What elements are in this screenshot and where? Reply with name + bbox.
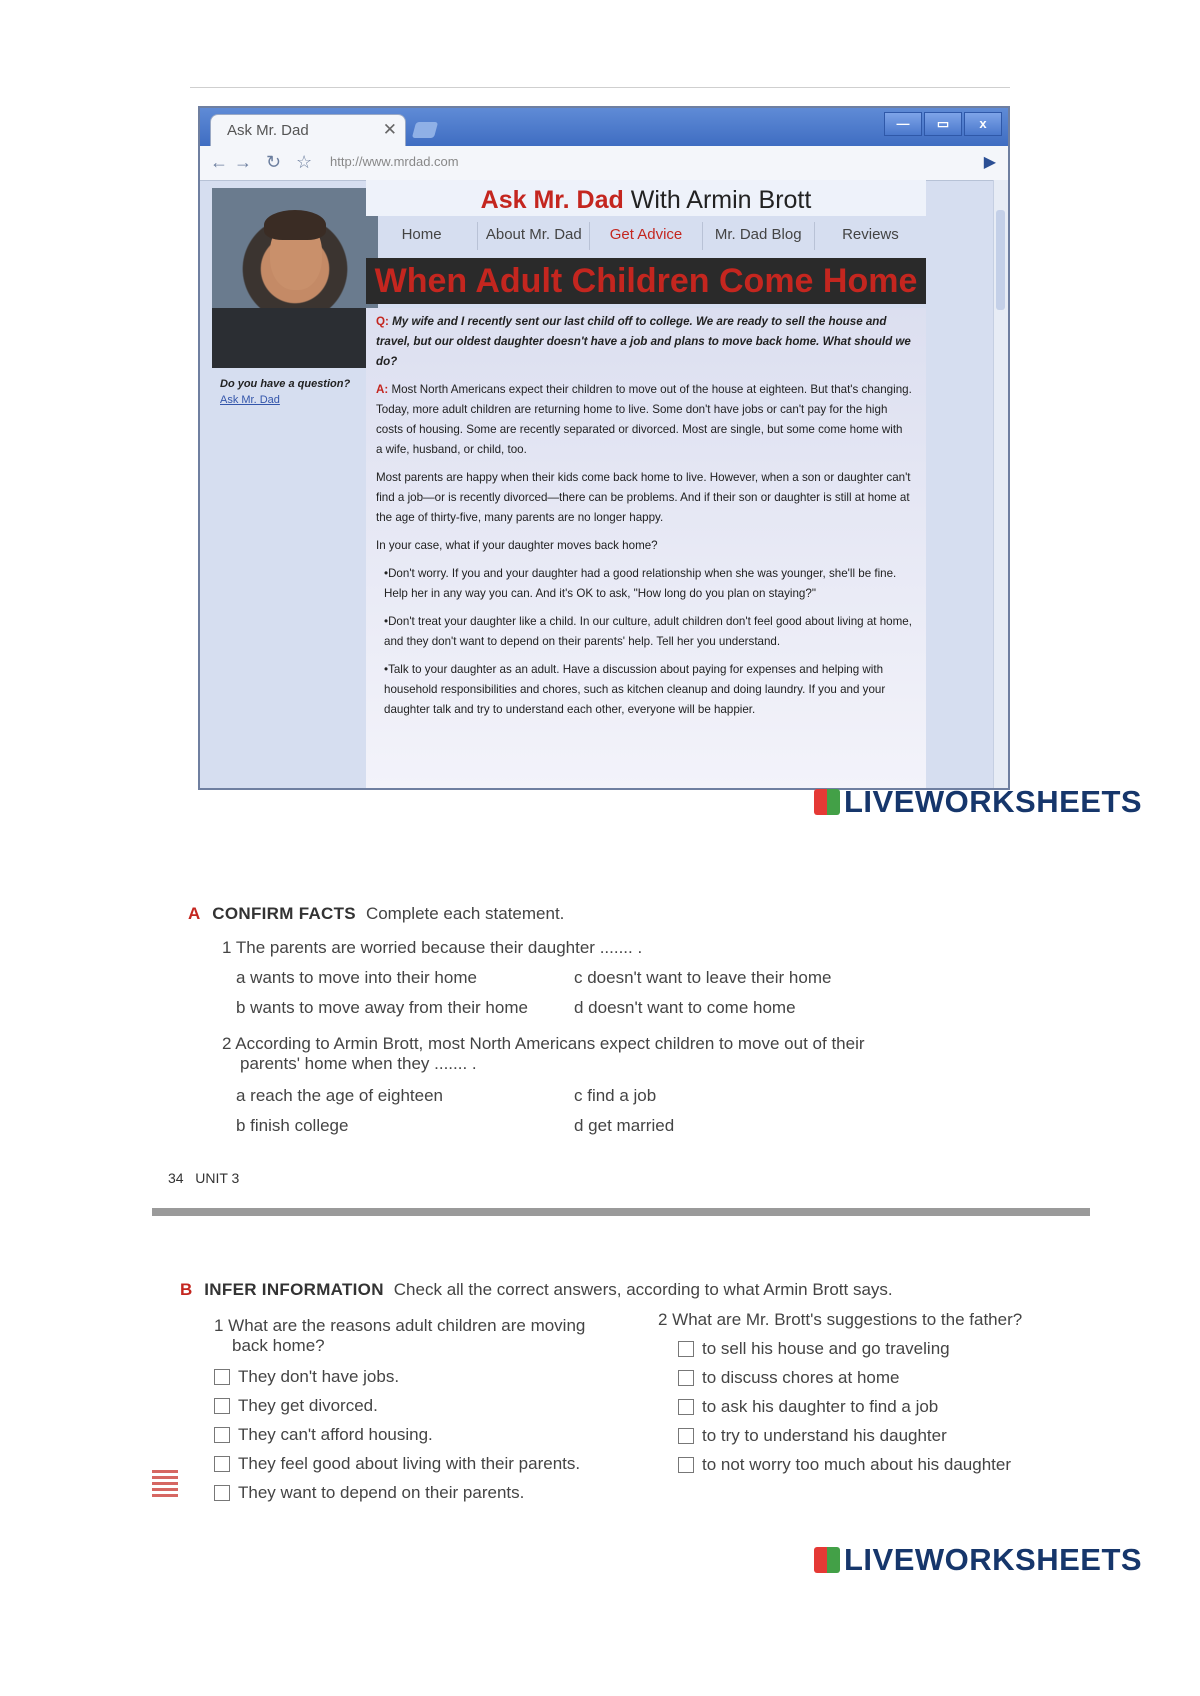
question-paragraph bbox=[376, 312, 912, 372]
option[interactable]: c doesn't want to leave their home bbox=[574, 968, 832, 987]
minimize-button[interactable]: — bbox=[884, 112, 922, 136]
article-body bbox=[366, 308, 926, 788]
option[interactable]: d doesn't want to come home bbox=[574, 998, 796, 1017]
checkbox[interactable] bbox=[214, 1485, 230, 1501]
advice-list bbox=[376, 564, 912, 720]
site-nav bbox=[366, 222, 926, 250]
close-window-button[interactable]: x bbox=[964, 112, 1002, 136]
tab-title: Ask Mr. Dad bbox=[227, 122, 309, 139]
option[interactable]: c find a job bbox=[574, 1086, 657, 1105]
liveworksheets-watermark: LIVEWORKSHEETS bbox=[814, 784, 1142, 820]
browser-window bbox=[198, 106, 1010, 790]
checkbox[interactable] bbox=[214, 1398, 230, 1414]
ask-link[interactable]: Ask Mr. Dad bbox=[220, 394, 280, 406]
list-item: • Don't treat your daughter like a child. In our culture, adult children don't feel good about living at home, and they don't want to depend on their parents' help. Tell her you understand. bbox=[384, 612, 912, 652]
exercise-a bbox=[188, 904, 1008, 1135]
exercise-b-header: B INFER INFORMATION Check all the correct answers, according to what Armin Brott says. bbox=[180, 1280, 893, 1299]
reload-icon[interactable]: ↻ bbox=[266, 152, 282, 172]
close-icon[interactable]: ✕ bbox=[382, 120, 397, 139]
exercise-a-header: A CONFIRM FACTS Complete each statement. bbox=[188, 904, 565, 923]
forward-icon[interactable]: → bbox=[234, 152, 252, 172]
option[interactable]: a wants to move into their home bbox=[236, 968, 477, 987]
checkbox-item[interactable]: They don't have jobs. bbox=[214, 1362, 594, 1391]
site-title bbox=[366, 180, 926, 216]
page-footer: 34 UNIT 3 bbox=[168, 1170, 240, 1186]
checkbox-item[interactable]: They feel good about living with their parents. bbox=[214, 1449, 594, 1478]
liveworksheets-logo-icon bbox=[814, 1547, 840, 1573]
q-label: Q: bbox=[376, 315, 389, 328]
option[interactable]: d get married bbox=[574, 1116, 675, 1135]
checkbox-item[interactable]: to not worry too much about his daughter bbox=[658, 1450, 1058, 1479]
option[interactable]: b finish college bbox=[236, 1116, 349, 1135]
checkbox[interactable] bbox=[678, 1457, 694, 1473]
paragraph: In your case, what if your daughter moves back home? bbox=[376, 539, 658, 552]
option[interactable]: a reach the age of eighteen bbox=[236, 1086, 443, 1105]
nav-reviews[interactable]: Reviews bbox=[842, 226, 899, 243]
url-field[interactable]: http://www.mrdad.com bbox=[330, 154, 459, 169]
nav-about[interactable]: About Mr. Dad bbox=[478, 222, 590, 250]
checkbox[interactable] bbox=[214, 1427, 230, 1443]
maximize-button[interactable]: ▭ bbox=[924, 112, 962, 136]
checkbox[interactable] bbox=[678, 1341, 694, 1357]
page-divider bbox=[152, 1208, 1090, 1216]
q-text: My wife and I recently sent our last child off to college. We are ready to sell the house and travel, but our oldest daughter doesn't have a job and plans to move back home. What should we do? bbox=[376, 315, 911, 368]
star-icon[interactable]: ☆ bbox=[296, 152, 313, 172]
list-item: • Don't worry. If you and your daughter had a good relationship when she was younger, she'll be fine. Help her in any way you can. And it's OK to ask, "How long do you plan on staying?" bbox=[384, 564, 912, 604]
checkbox-item[interactable]: They get divorced. bbox=[214, 1391, 594, 1420]
checkbox-item[interactable]: to discuss chores at home bbox=[658, 1363, 1058, 1392]
checkbox-item[interactable]: They want to depend on their parents. bbox=[214, 1478, 594, 1507]
question-2: 2 What are Mr. Brott's suggestions to the father? to sell his house and go traveling to discuss chores at home to ask his daughter to find a job to try to understand his daughter to not worry too much about his daughter bbox=[658, 1310, 1058, 1479]
checkbox-item[interactable]: to ask his daughter to find a job bbox=[658, 1392, 1058, 1421]
scrollbar[interactable] bbox=[993, 180, 1008, 788]
checkbox[interactable] bbox=[214, 1369, 230, 1385]
nav-blog[interactable]: Mr. Dad Blog bbox=[703, 222, 815, 250]
option[interactable]: b wants to move away from their home bbox=[236, 998, 528, 1017]
nav-home[interactable]: Home bbox=[366, 222, 478, 250]
browser-tab[interactable] bbox=[210, 114, 406, 146]
scrollbar-thumb[interactable] bbox=[996, 210, 1005, 310]
checkbox-item[interactable]: They can't afford housing. bbox=[214, 1420, 594, 1449]
list-item: • Talk to your daughter as an adult. Have a discussion about paying for expenses and helping with household responsibilities and chores, such as kitchen cleanup and doing laundry. If you and your daughter talk and try to understand each other, everyone will be happier. bbox=[384, 660, 912, 720]
paragraph: Most parents are happy when their kids come back home to live. However, when a son or daughter can't find a job—or is recently divorced—there can be problems. And if their son or daughter is still at home at the age of thirty-five, many parents are no longer happy. bbox=[376, 471, 911, 524]
checkbox[interactable] bbox=[678, 1399, 694, 1415]
question-1: 1 The parents are worried because their daughter ....... . bbox=[222, 938, 643, 957]
go-icon[interactable]: ▶ bbox=[983, 154, 996, 171]
checkbox-item[interactable]: to try to understand his daughter bbox=[658, 1421, 1058, 1450]
answer-paragraph bbox=[376, 380, 912, 460]
side-logo-mark bbox=[152, 1470, 178, 1500]
article-headline: When Adult Children Come Home bbox=[366, 258, 926, 304]
question-1: 1 What are the reasons adult children are moving back home? They don't have jobs. They get divorced. They can't afford housing. They feel good about living with their parents. They want to depend on their parents. bbox=[214, 1316, 594, 1507]
nav-get-advice[interactable]: Get Advice bbox=[590, 222, 702, 250]
checkbox[interactable] bbox=[678, 1428, 694, 1444]
checkbox[interactable] bbox=[214, 1456, 230, 1472]
author-photo bbox=[212, 188, 378, 368]
window-controls bbox=[884, 112, 1002, 136]
liveworksheets-watermark: LIVEWORKSHEETS bbox=[814, 1542, 1142, 1578]
top-rule bbox=[190, 87, 1010, 88]
address-bar bbox=[200, 146, 1008, 181]
question-2: 2 According to Armin Brott, most North Americans expect children to move out of their parents' home when they ....... . bbox=[222, 1034, 865, 1073]
checkbox-item[interactable]: to sell his house and go traveling bbox=[658, 1334, 1058, 1363]
a-label: A: bbox=[376, 383, 389, 396]
site-title-brand: Ask Mr. Dad bbox=[480, 186, 624, 214]
site-title-rest: With Armin Brott bbox=[623, 186, 812, 214]
sidebar-question: Do you have a question? bbox=[220, 378, 351, 390]
new-tab-button[interactable] bbox=[412, 122, 438, 138]
exercise-b bbox=[180, 1280, 1060, 1502]
tab-bar bbox=[200, 108, 1008, 146]
back-icon[interactable]: ← bbox=[210, 152, 228, 172]
liveworksheets-logo-icon bbox=[814, 789, 840, 815]
a-text: Most North Americans expect their children to move out of the house at eighteen. But that's changing. Today, more adult children are returning home to live. Some don't have jobs or can't pay for the high costs of housing. Some are recently separated or divorced. Most are single, but some come home with a wife, husband, or child, too. bbox=[376, 383, 912, 456]
checkbox[interactable] bbox=[678, 1370, 694, 1386]
